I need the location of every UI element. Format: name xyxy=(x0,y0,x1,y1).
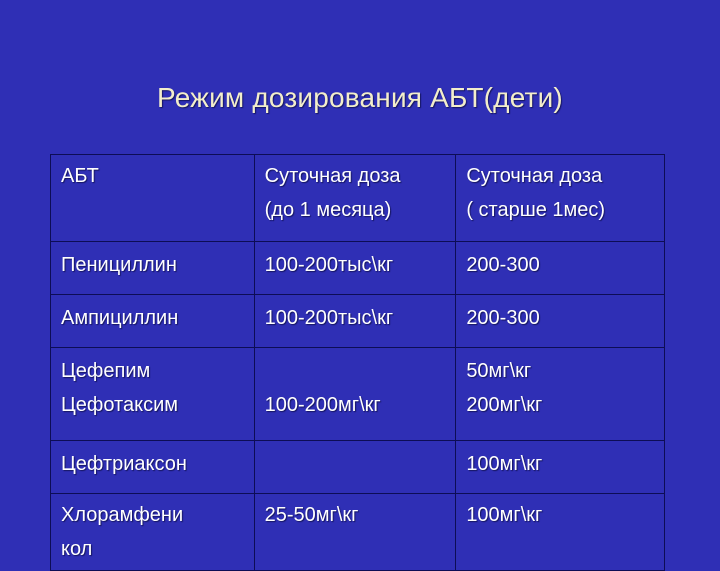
drug-name: кол xyxy=(61,538,93,560)
dose-value: 25-50мг\кг xyxy=(264,504,359,526)
dose-value: 200-300 xyxy=(466,307,540,329)
drug-name: Цефтриаксон xyxy=(61,453,187,475)
dose-value: 100-200мг\кг xyxy=(264,394,381,416)
header-cell-abt xyxy=(51,155,255,242)
dose-over-1m-cell xyxy=(456,441,665,494)
drug-name: Хлорамфени xyxy=(61,504,184,526)
dose-over-1m-cell xyxy=(456,242,665,295)
header-age-over-1m-label: ( старше 1мес) xyxy=(466,199,606,221)
dose-under-1m-cell xyxy=(254,242,456,295)
dose-under-1m-cell xyxy=(254,441,456,494)
table-row xyxy=(51,348,665,441)
table-row xyxy=(51,494,665,571)
dose-value: 100мг\кг xyxy=(466,453,543,475)
dose-value: 100-200тыс\кг xyxy=(264,254,394,276)
dose-value: 100-200тыс\кг xyxy=(264,307,394,329)
drug-name: Пенициллин xyxy=(61,254,177,276)
drug-name: Цефепим xyxy=(61,360,151,382)
header-abt-label: АБТ xyxy=(61,165,99,187)
dose-over-1m-cell xyxy=(456,494,665,571)
drug-name: Ампициллин xyxy=(61,307,179,329)
header-dose-label: Суточная доза xyxy=(466,165,603,187)
table-row xyxy=(51,242,665,295)
drug-cell xyxy=(51,295,255,348)
dose-under-1m-cell xyxy=(254,494,456,571)
table-row xyxy=(51,441,665,494)
dose-under-1m-cell xyxy=(254,348,456,441)
dose-value: 200-300 xyxy=(466,254,540,276)
dose-under-1m-cell xyxy=(254,295,456,348)
drug-cell xyxy=(51,494,255,571)
header-age-under-1m-label: (до 1 месяца) xyxy=(264,199,392,221)
dose-value: 200мг\кг xyxy=(466,394,543,416)
drug-cell xyxy=(51,348,255,441)
header-dose-label: Суточная доза xyxy=(264,165,401,187)
drug-cell xyxy=(51,441,255,494)
dose-value: 100мг\кг xyxy=(466,504,543,526)
table-header-row xyxy=(51,155,665,242)
drug-cell xyxy=(51,242,255,295)
dosing-table xyxy=(50,154,665,571)
header-cell-dose-under-1m xyxy=(254,155,456,242)
table-row xyxy=(51,295,665,348)
dose-over-1m-cell xyxy=(456,295,665,348)
slide-title: Режим дозирования АБТ(дети) xyxy=(157,82,563,113)
cell-spacer xyxy=(265,354,456,388)
dose-over-1m-cell xyxy=(456,348,665,441)
header-cell-dose-over-1m xyxy=(456,155,665,242)
dose-value: 50мг\кг xyxy=(466,360,532,382)
drug-name: Цефотаксим xyxy=(61,394,179,416)
